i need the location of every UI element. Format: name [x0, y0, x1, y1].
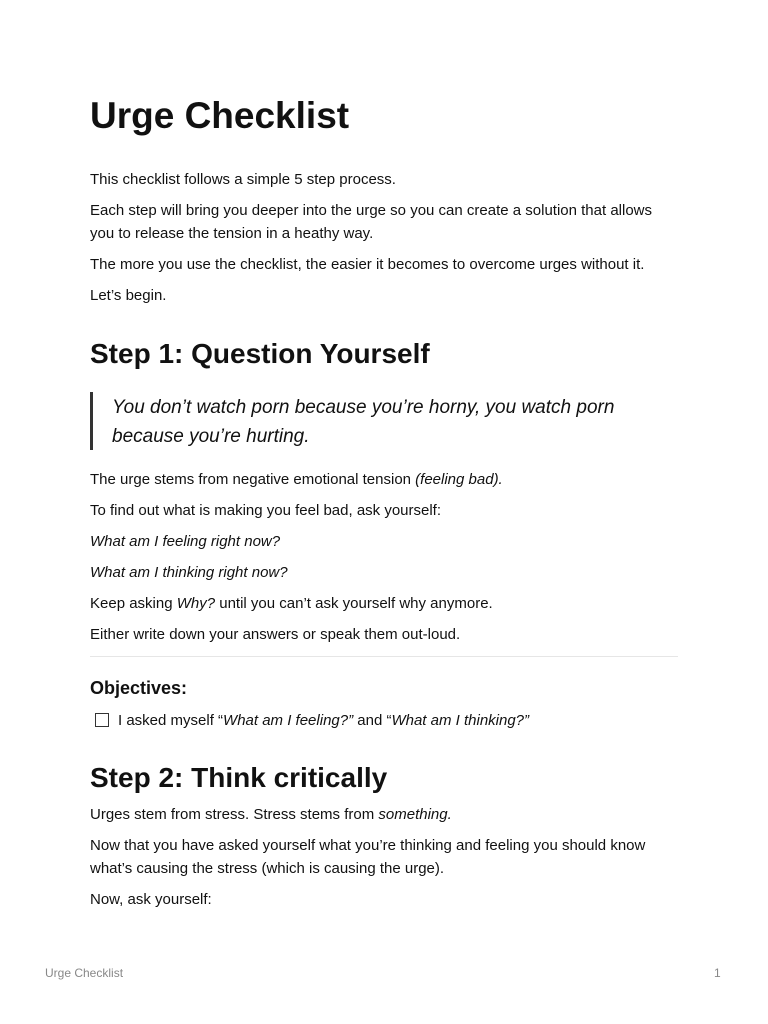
intro-paragraph-4: Let’s begin. — [90, 287, 167, 304]
footer-document-title: Urge Checklist — [45, 966, 124, 980]
page-title: Urge Checklist — [90, 95, 350, 136]
objective-text-mid: and “ — [353, 712, 392, 729]
objective-item — [95, 709, 529, 732]
objective-emphasis-1: What am I feeling?” — [223, 712, 354, 729]
step-1-paragraph-1 — [90, 468, 678, 491]
question-2-text: What am I thinking right now? — [90, 564, 288, 581]
step-1-paragraph-4: Either write down your answers or speak them out-loud. — [90, 626, 461, 643]
step-2-paragraph-2: Now that you have asked yourself what you’re thinking and feeling you should know what’s causing the stress (which is causing the urge). — [90, 837, 646, 877]
intro-paragraph-1: This checklist follows a simple 5 step process. — [90, 171, 396, 188]
step-1-paragraph-1-emphasis: (feeling bad). — [415, 471, 503, 488]
step-1-question-1 — [90, 530, 678, 553]
blockquote-text: You don’t watch porn because you’re horny, you watch porn because you’re hurting. — [112, 397, 615, 447]
step-1-question-2 — [90, 561, 678, 584]
step-1-blockquote — [90, 392, 663, 450]
intro-paragraph-2: Each step will bring you deeper into the urge so you can create a solution that allows you to release the tension in a heathy way. — [90, 202, 653, 242]
step-1-paragraph-2: To find out what is making you feel bad, ask yourself: — [90, 502, 442, 519]
objective-checkbox[interactable] — [95, 713, 109, 727]
step-2-paragraph-1-emphasis: something. — [378, 806, 452, 823]
step-2-paragraph-1 — [90, 803, 678, 826]
step-1-paragraph-1-text: The urge stems from negative emotional tension — [90, 471, 416, 488]
step-1-paragraph-3 — [90, 592, 678, 615]
question-1-text: What am I feeling right now? — [90, 533, 281, 550]
footer-page-number: 1 — [714, 966, 721, 980]
objective-emphasis-2: What am I thinking?” — [391, 712, 530, 729]
paragraph-3-before: Keep asking — [90, 595, 177, 612]
step-2-paragraph-3: Now, ask yourself: — [90, 891, 212, 908]
section-divider — [90, 656, 678, 657]
intro-paragraph-3: The more you use the checklist, the easier it becomes to overcome urges without it. — [90, 256, 645, 273]
objectives-heading: Objectives: — [90, 678, 188, 698]
step-1-heading: Step 1: Question Yourself — [90, 338, 430, 369]
step-2-paragraph-1-text: Urges stem from stress. Stress stems from — [90, 806, 379, 823]
paragraph-3-emphasis: Why? — [176, 595, 216, 612]
objective-text-before: I asked myself “ — [118, 712, 224, 729]
paragraph-3-after: until you can’t ask yourself why anymore. — [215, 595, 493, 612]
step-2-heading: Step 2: Think critically — [90, 762, 388, 793]
